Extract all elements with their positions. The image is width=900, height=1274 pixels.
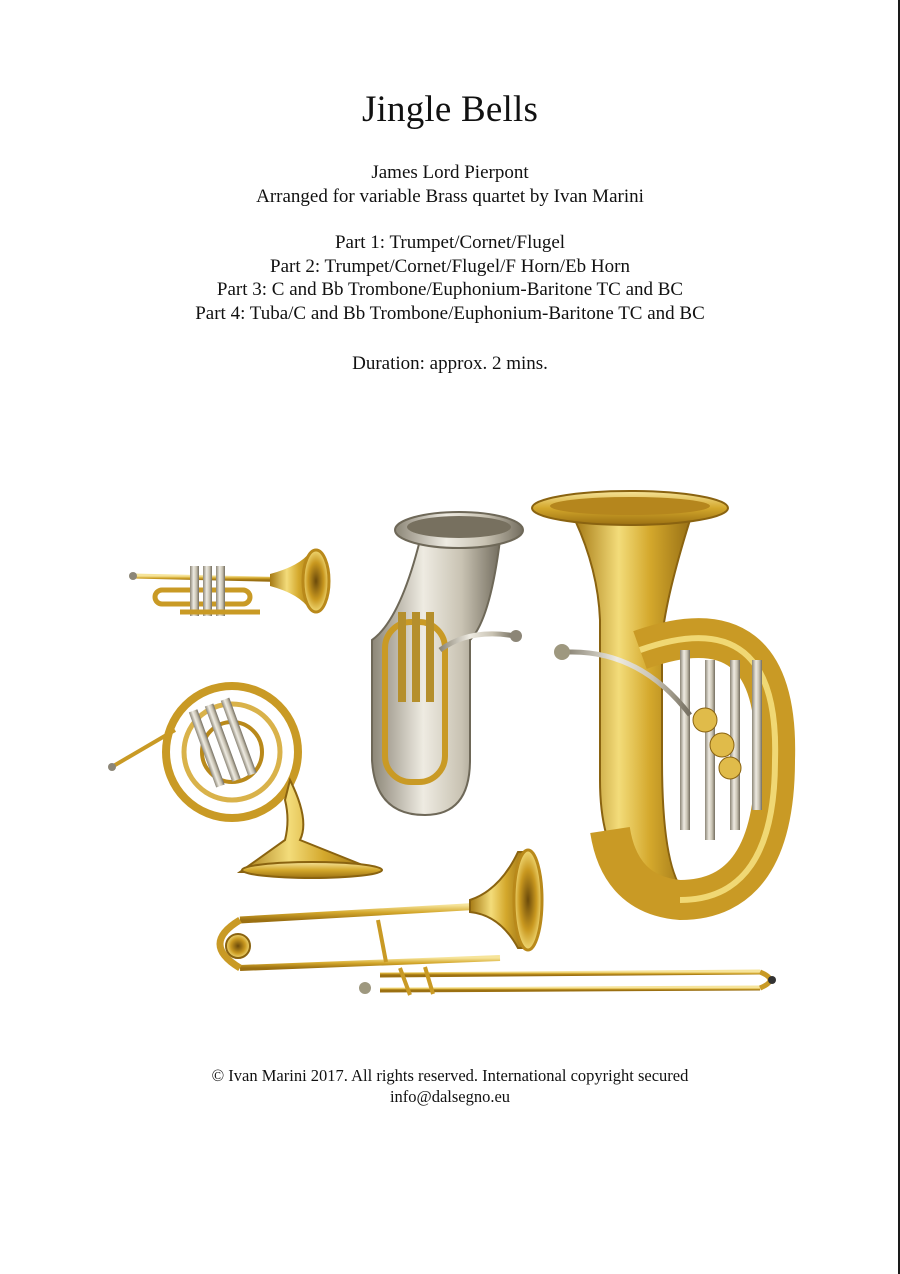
tuba-icon (532, 491, 775, 900)
copyright-notice: © Ivan Marini 2017. All rights reserved. International copyright secured (211, 1066, 689, 1085)
duration-text: Duration: approx. 2 mins. (352, 353, 548, 374)
trumpet-icon (129, 550, 329, 616)
part-4: Part 4: Tuba/C and Bb Trombone/Euphonium-Baritone TC and BC (195, 302, 705, 324)
composer-name: James Lord Pierpont (371, 162, 529, 183)
part-1: Part 1: Trumpet/Cornet/Flugel (334, 232, 566, 253)
score-title: Jingle Bells (361, 89, 539, 130)
euphonium-icon (372, 512, 523, 815)
contact-email: info@dalsegno.eu (389, 1087, 511, 1106)
footer (0, 1065, 900, 1107)
arrangement-credit: Arranged for variable Brass quartet by Ivan Marini (256, 186, 644, 207)
french-horn-icon (108, 686, 382, 878)
part-3: Part 3: C and Bb Trombone/Euphonium-Baritone TC and BC (216, 279, 684, 300)
part-2: Part 2: Trumpet/Cornet/Flugel/F Horn/Eb Horn (270, 255, 630, 277)
